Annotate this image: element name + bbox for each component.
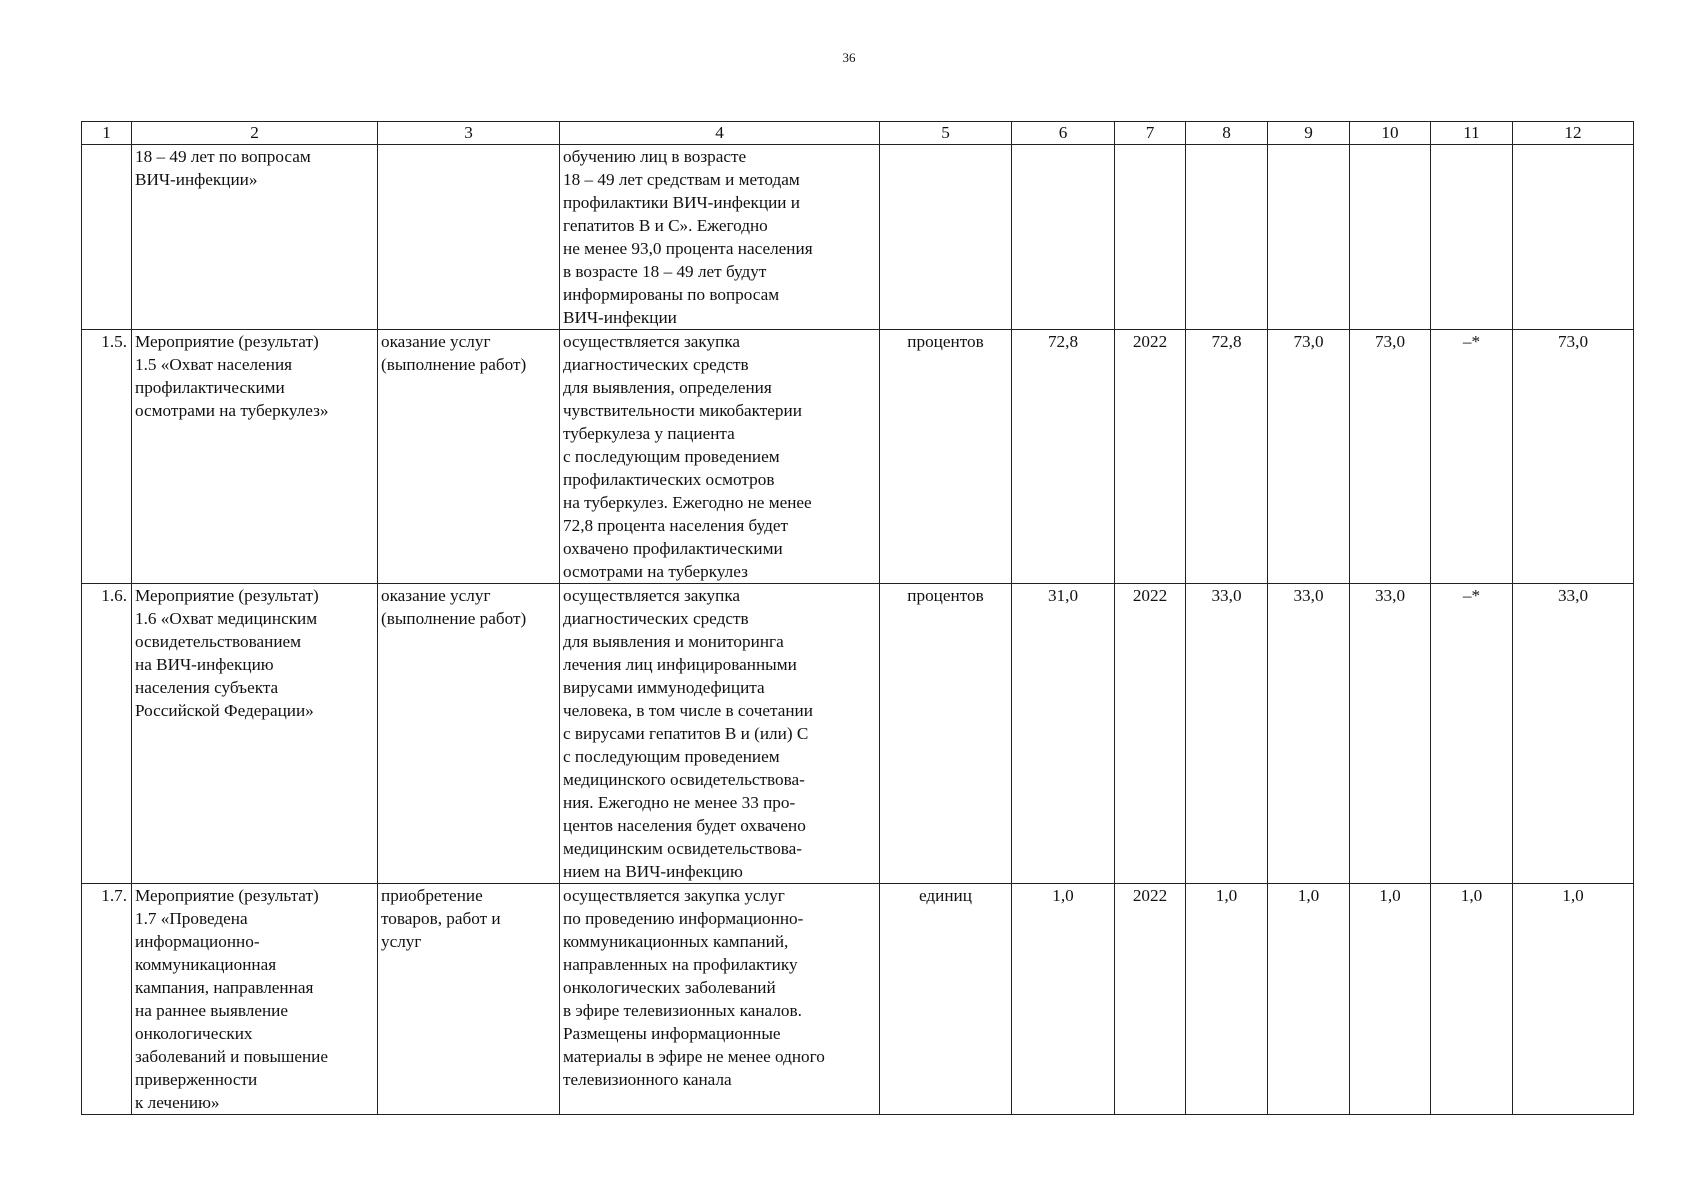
unit: процентов: [880, 330, 1012, 584]
value-col-8: [1186, 145, 1268, 330]
value-col-12: 33,0: [1513, 584, 1634, 884]
measure-type: [378, 145, 560, 330]
column-header: 10: [1350, 122, 1431, 145]
value-col-9: 73,0: [1268, 330, 1350, 584]
measure-name: Мероприятие (результат) 1.7 «Проведена информационно- коммуникационная кампания, направленная на раннее выявление онкологических заболеваний и повышение приверженности к лечению»: [132, 884, 378, 1115]
value-col-8: 72,8: [1186, 330, 1268, 584]
value-col-8: 33,0: [1186, 584, 1268, 884]
column-header: 1: [82, 122, 132, 145]
measure-description: обучению лиц в возрасте 18 – 49 лет средствам и методам профилактики ВИЧ-инфекции и гепатитов В и С». Ежегодно не менее 93,0 процента населения в возрасте 18 – 49 лет будут информированы по вопросам ВИЧ-инфекции: [560, 145, 880, 330]
base-year: 2022: [1115, 884, 1186, 1115]
column-header: 12: [1513, 122, 1634, 145]
value-col-11: 1,0: [1431, 884, 1513, 1115]
value-col-11: –*: [1431, 584, 1513, 884]
value-col-9: [1268, 145, 1350, 330]
value-col-12: 73,0: [1513, 330, 1634, 584]
value-col-12: [1513, 145, 1634, 330]
column-header: 8: [1186, 122, 1268, 145]
unit: процентов: [880, 584, 1012, 884]
base-value: 1,0: [1012, 884, 1115, 1115]
column-header: 2: [132, 122, 378, 145]
value-col-10: 33,0: [1350, 584, 1431, 884]
value-col-9: 1,0: [1268, 884, 1350, 1115]
column-numbers-row: [82, 122, 1634, 145]
measures-table: [81, 121, 1634, 1115]
table-row: [82, 330, 1634, 584]
column-header: 11: [1431, 122, 1513, 145]
table-row: [82, 884, 1634, 1115]
measure-description: осуществляется закупка услуг по проведению информационно- коммуникационных кампаний, направленных на профилактику онкологических заболеваний в эфире телевизионных каналов. Размещены информационные материалы в эфире не менее одного телевизионного канала: [560, 884, 880, 1115]
column-header: 7: [1115, 122, 1186, 145]
unit: [880, 145, 1012, 330]
table-row: [82, 584, 1634, 884]
measure-description: осуществляется закупка диагностических средств для выявления и мониторинга лечения лиц инфицированными вирусами иммунодефицита человека, в том числе в сочетании с вирусами гепатитов В и (или) С с последующим проведением медицинского освидетельствова- ния. Ежегодно не менее 33 про- центов населения будет охвачено медицинским освидетельствова- нием на ВИЧ-инфекцию: [560, 584, 880, 884]
value-col-8: 1,0: [1186, 884, 1268, 1115]
column-header: 9: [1268, 122, 1350, 145]
row-number: 1.5.: [82, 330, 132, 584]
value-col-10: 73,0: [1350, 330, 1431, 584]
row-number: 1.7.: [82, 884, 132, 1115]
value-col-11: –*: [1431, 330, 1513, 584]
value-col-12: 1,0: [1513, 884, 1634, 1115]
column-header: 6: [1012, 122, 1115, 145]
unit: единиц: [880, 884, 1012, 1115]
base-year: 2022: [1115, 584, 1186, 884]
value-col-10: [1350, 145, 1431, 330]
column-header: 4: [560, 122, 880, 145]
measure-name: Мероприятие (результат) 1.5 «Охват населения профилактическими осмотрами на туберкулез»: [132, 330, 378, 584]
value-col-11: [1431, 145, 1513, 330]
column-header: 3: [378, 122, 560, 145]
column-header: 5: [880, 122, 1012, 145]
page-number: 36: [842, 50, 856, 65]
value-col-10: 1,0: [1350, 884, 1431, 1115]
base-value: 72,8: [1012, 330, 1115, 584]
measure-type: оказание услуг (выполнение работ): [378, 584, 560, 884]
measure-type: приобретение товаров, работ и услуг: [378, 884, 560, 1115]
measure-description: осуществляется закупка диагностических средств для выявления, определения чувствительности микобактерии туберкулеза у пациента с последующим проведением профилактических осмотров на туберкулез. Ежегодно не менее 72,8 процента населения будет охвачено профилактическими осмотрами на туберкулез: [560, 330, 880, 584]
value-col-9: 33,0: [1268, 584, 1350, 884]
base-year: 2022: [1115, 330, 1186, 584]
base-value: [1012, 145, 1115, 330]
measure-name: 18 – 49 лет по вопросам ВИЧ-инфекции»: [132, 145, 378, 330]
base-year: [1115, 145, 1186, 330]
row-number: 1.6.: [82, 584, 132, 884]
row-number: [82, 145, 132, 330]
table-row: [82, 145, 1634, 330]
measure-type: оказание услуг (выполнение работ): [378, 330, 560, 584]
measure-name: Мероприятие (результат) 1.6 «Охват медицинским освидетельствованием на ВИЧ-инфекцию населения субъекта Российской Федерации»: [132, 584, 378, 884]
base-value: 31,0: [1012, 584, 1115, 884]
